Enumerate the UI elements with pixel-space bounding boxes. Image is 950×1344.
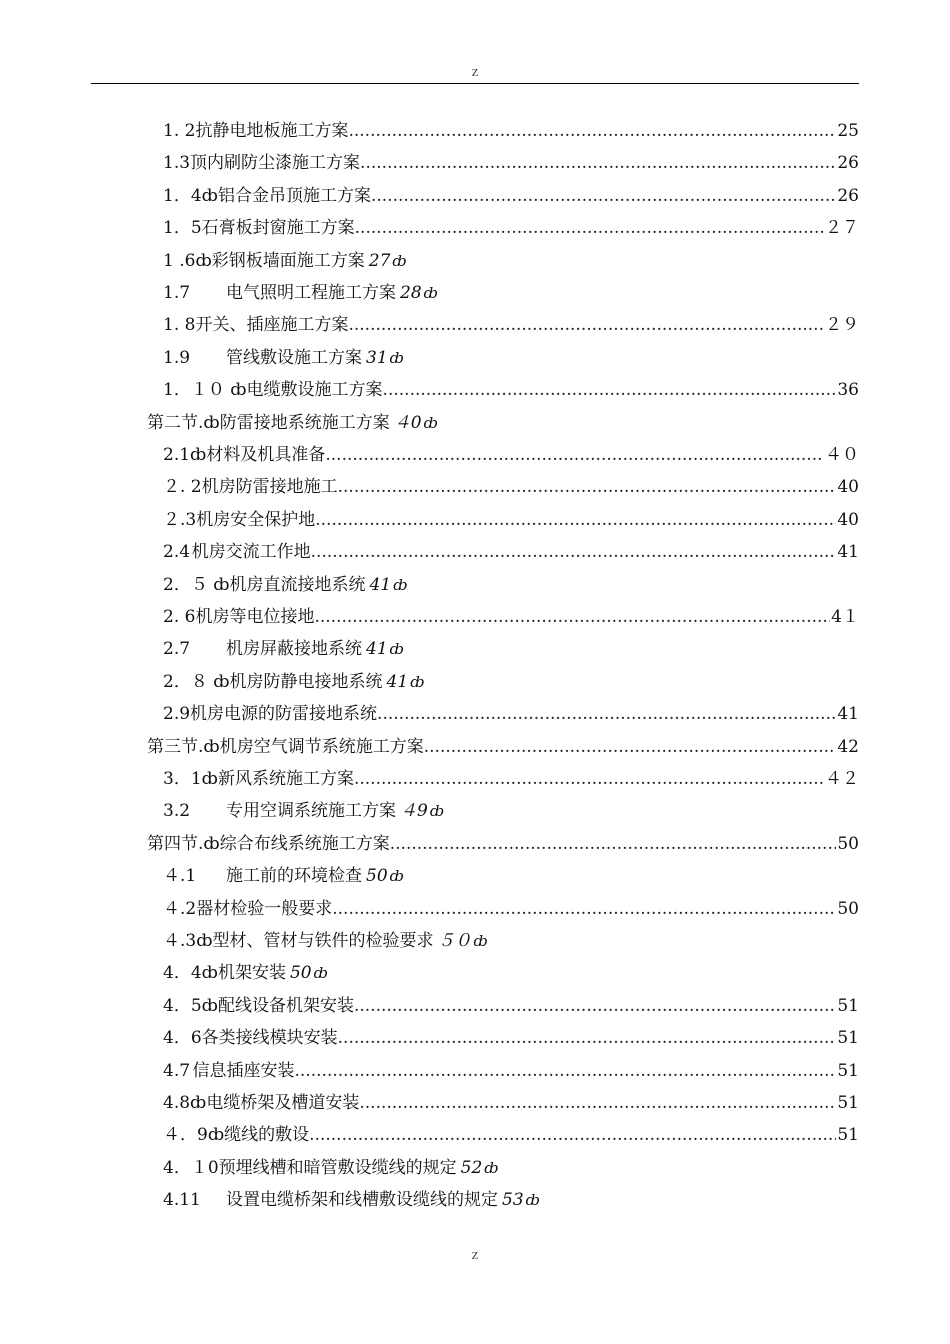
toc-entry-title: 预埋线槽和暗管敷设缆线的规定 bbox=[218, 1157, 457, 1178]
toc-entry-number: 1 .6ȸ bbox=[163, 250, 212, 271]
toc-entry[interactable] bbox=[163, 472, 859, 502]
toc-dot-leader bbox=[354, 764, 824, 794]
toc-page-number: 41 bbox=[386, 671, 409, 692]
toc-entry-number: 2.9 bbox=[163, 704, 191, 725]
toc-entry[interactable] bbox=[163, 667, 859, 697]
toc-entry[interactable] bbox=[163, 537, 859, 567]
paragraph-mark-icon: ȸ bbox=[484, 1158, 499, 1177]
toc-entry-title: 机架安装 bbox=[217, 963, 286, 984]
toc-entry-title: 开关、插座施工方案 bbox=[195, 315, 349, 336]
toc-page-number: ２９ bbox=[825, 315, 859, 336]
toc-entry-number: 1．１０ ȸ bbox=[163, 380, 247, 401]
toc-dot-leader bbox=[424, 732, 837, 762]
toc-page-number: 36 bbox=[837, 380, 859, 401]
toc-entry-number: 1.7 bbox=[163, 283, 191, 303]
toc-entry-number: 2.7 bbox=[163, 639, 191, 660]
toc-entry-number: 2．５ ȸ bbox=[163, 574, 230, 595]
toc-entry-number: 4．１0 bbox=[163, 1157, 219, 1178]
toc-entry-title: 各类接线模块安装 bbox=[201, 1028, 338, 1049]
toc-dot-leader bbox=[309, 1120, 836, 1150]
toc-entry-title: 机房安全保护地 bbox=[196, 509, 316, 530]
toc-dot-leader bbox=[314, 602, 830, 632]
toc-dot-leader bbox=[338, 472, 837, 502]
toc-page-number: ４２ bbox=[825, 769, 859, 789]
toc-page-number: 51 bbox=[837, 1125, 859, 1146]
toc-entry[interactable] bbox=[163, 764, 859, 794]
toc-page-number: 51 bbox=[837, 1093, 859, 1113]
toc-dot-leader bbox=[377, 699, 836, 729]
toc-page-number: ２７ bbox=[825, 218, 859, 239]
toc-entry[interactable] bbox=[147, 829, 859, 859]
toc-entry-title: 缆线的敷设 bbox=[224, 1125, 310, 1146]
toc-entry-title: 设置电缆桥架和线槽敷设缆线的规定 bbox=[226, 1190, 498, 1211]
paragraph-mark-icon: ȸ bbox=[389, 867, 405, 886]
toc-entry[interactable] bbox=[163, 246, 859, 276]
toc-dot-leader bbox=[359, 1088, 836, 1118]
toc-page-number: ４9 bbox=[400, 801, 428, 822]
paragraph-mark-icon: ȸ bbox=[423, 413, 438, 432]
toc-page-number: 51 bbox=[837, 995, 859, 1016]
paragraph-mark-icon: ȸ bbox=[429, 802, 445, 821]
toc-entry[interactable] bbox=[163, 1153, 859, 1183]
toc-entry-title: 管线敷设施工方案 bbox=[226, 347, 362, 368]
paragraph-mark-icon: ȸ bbox=[423, 284, 439, 302]
toc-entry[interactable] bbox=[163, 505, 859, 535]
toc-page-number: 51 bbox=[837, 1060, 859, 1081]
page-footer-mark: Z bbox=[471, 1250, 479, 1262]
toc-entry-number: 第四节.ȸ bbox=[147, 833, 220, 854]
toc-page-number: 27 bbox=[368, 250, 391, 271]
toc-entry-title: 机房空气调节系统施工方案 bbox=[219, 736, 424, 757]
toc-page-number: 53 bbox=[502, 1190, 524, 1211]
toc-dot-leader bbox=[338, 1023, 837, 1053]
toc-dot-leader bbox=[311, 537, 837, 567]
toc-page-number: 50 bbox=[837, 898, 859, 919]
toc-entry[interactable] bbox=[163, 634, 859, 664]
toc-entry-number: ２. 2 bbox=[163, 477, 202, 498]
toc-dot-leader bbox=[371, 181, 836, 211]
toc-entry-number: 2. 6 bbox=[163, 607, 196, 627]
toc-page-number: 26 bbox=[837, 153, 859, 174]
paragraph-mark-icon: ȸ bbox=[525, 1191, 541, 1210]
toc-page-number: 40 bbox=[837, 477, 859, 498]
toc-page-number: 41 bbox=[837, 704, 859, 725]
toc-entry[interactable] bbox=[163, 894, 859, 924]
toc-entry[interactable] bbox=[163, 991, 859, 1021]
toc-entry[interactable] bbox=[163, 343, 859, 373]
toc-page-number: 50 bbox=[837, 833, 859, 854]
toc-entry[interactable] bbox=[163, 116, 859, 146]
toc-entry[interactable] bbox=[163, 1056, 859, 1086]
toc-entry-number: 4.8ȸ bbox=[163, 1093, 207, 1113]
toc-entry-title: 机房电源的防雷接地系统 bbox=[190, 704, 378, 725]
toc-entry-title: 机房防雷接地施工 bbox=[201, 477, 338, 498]
toc-entry[interactable] bbox=[163, 1185, 859, 1215]
toc-entry[interactable] bbox=[163, 602, 859, 632]
toc-entry-title: 电缆桥架及槽道安装 bbox=[206, 1093, 360, 1113]
toc-page-number: ５０ bbox=[437, 931, 472, 951]
toc-entry-number: 3．1ȸ bbox=[163, 769, 218, 789]
toc-dot-leader bbox=[348, 116, 836, 146]
paragraph-mark-icon: ȸ bbox=[410, 672, 425, 691]
toc-page-number: 41 bbox=[837, 542, 859, 563]
toc-entry-number: 2.1ȸ bbox=[163, 445, 207, 465]
header-rule bbox=[91, 83, 859, 84]
toc-entry-title: 彩钢板墙面施工方案 bbox=[211, 250, 365, 271]
toc-entry-title: 机房防静电接地系统 bbox=[229, 671, 383, 692]
toc-page-number: ４０ bbox=[825, 445, 859, 465]
toc-entry-title: 信息插座安装 bbox=[192, 1060, 295, 1081]
toc-page-number: 40 bbox=[837, 509, 859, 530]
toc-entry-number: 4．4ȸ bbox=[163, 963, 218, 984]
toc-entry-title: 机房等电位接地 bbox=[195, 607, 315, 627]
toc-entry-title: 型材、管材与铁件的检验要求 bbox=[212, 931, 434, 951]
toc-entry[interactable] bbox=[163, 699, 859, 729]
toc-dot-leader bbox=[383, 375, 837, 405]
toc-entry-number: 4．5ȸ bbox=[163, 995, 218, 1016]
toc-dot-leader bbox=[348, 310, 824, 340]
toc-entry-number: 2．８ ȸ bbox=[163, 671, 230, 692]
toc-entry-title: 专用空调系统施工方案 bbox=[226, 801, 396, 822]
toc-entry[interactable] bbox=[163, 148, 859, 178]
toc-entry[interactable] bbox=[147, 732, 859, 762]
toc-entry-title: 顶内刷防尘漆施工方案 bbox=[190, 153, 361, 174]
toc-entry-number: ４．9ȸ bbox=[163, 1125, 225, 1146]
toc-entry-number: ４.3ȸ bbox=[163, 931, 213, 951]
toc-entry-number: 1.3 bbox=[163, 153, 191, 174]
toc-page-number: 26 bbox=[837, 185, 859, 206]
toc-entry-number: 1.9 bbox=[163, 347, 191, 368]
toc-entry[interactable] bbox=[163, 278, 859, 308]
toc-page-number: 50 bbox=[289, 963, 312, 984]
toc-dot-leader bbox=[355, 213, 824, 243]
toc-entry[interactable] bbox=[163, 926, 859, 956]
toc-page-number: 51 bbox=[837, 1028, 859, 1049]
toc-dot-leader bbox=[390, 829, 837, 859]
page-header-mark: Z bbox=[471, 67, 479, 79]
toc-entry[interactable] bbox=[163, 181, 859, 211]
toc-dot-leader bbox=[354, 991, 836, 1021]
toc-page-number: 4１ bbox=[831, 607, 859, 627]
toc-dot-leader bbox=[315, 505, 836, 535]
toc-entry[interactable] bbox=[147, 408, 859, 438]
toc-entry-number: 1. 8 bbox=[163, 315, 196, 336]
paragraph-mark-icon: ȸ bbox=[389, 640, 405, 659]
paragraph-mark-icon: ȸ bbox=[392, 251, 407, 270]
toc-page-number: 25 bbox=[837, 121, 859, 141]
toc-page-number: 42 bbox=[837, 736, 859, 757]
toc-entry[interactable] bbox=[163, 310, 859, 340]
toc-entry[interactable] bbox=[163, 861, 859, 891]
toc-dot-leader bbox=[325, 440, 824, 470]
toc-entry-number: 1．5 bbox=[163, 218, 202, 239]
toc-entry-title: 机房直流接地系统 bbox=[229, 574, 366, 595]
toc-entry-number: 4.7 bbox=[163, 1060, 191, 1081]
toc-entry-number: 1. 2 bbox=[163, 121, 196, 141]
toc-page-number: 50 bbox=[366, 866, 388, 887]
paragraph-mark-icon: ȸ bbox=[393, 575, 408, 594]
toc-entry[interactable] bbox=[163, 440, 859, 470]
toc-entry[interactable] bbox=[163, 1023, 859, 1053]
toc-entry-title: 防雷接地系统施工方案 bbox=[219, 412, 390, 433]
paragraph-mark-icon: ȸ bbox=[313, 964, 328, 983]
toc-entry[interactable] bbox=[163, 1088, 859, 1118]
toc-entry-title: 新风系统施工方案 bbox=[217, 769, 354, 789]
toc-entry-number: ２.3 bbox=[163, 509, 197, 530]
paragraph-mark-icon: ȸ bbox=[389, 348, 405, 367]
paragraph-mark-icon: ȸ bbox=[473, 932, 488, 950]
toc-page-number: 41 bbox=[369, 574, 392, 595]
toc-page-number: ４0 bbox=[393, 412, 422, 433]
toc-entry-title: 铝合金吊顶施工方案 bbox=[217, 185, 371, 206]
toc-page-number: 31 bbox=[366, 347, 388, 368]
toc-entry-title: 综合布线系统施工方案 bbox=[219, 833, 390, 854]
toc-entry-number: ４.1 bbox=[163, 866, 197, 887]
toc-entry-number: 4．6 bbox=[163, 1028, 202, 1049]
toc-page-number: 41 bbox=[366, 639, 388, 660]
toc-entry-title: 机房屏蔽接地系统 bbox=[226, 639, 362, 660]
toc-entry[interactable] bbox=[163, 796, 859, 826]
toc-entry-title: 机房交流工作地 bbox=[191, 542, 311, 563]
toc-dot-leader bbox=[360, 148, 836, 178]
toc-dot-leader bbox=[332, 894, 836, 924]
toc-entry-title: 电缆敷设施工方案 bbox=[246, 380, 383, 401]
toc-entry[interactable] bbox=[163, 958, 859, 988]
toc-dot-leader bbox=[295, 1056, 837, 1086]
toc-entry[interactable] bbox=[163, 570, 859, 600]
toc-entry-number: ４.2 bbox=[163, 898, 197, 919]
toc-entry-number: 4.11 bbox=[163, 1190, 201, 1211]
toc-entry-number: 第三节.ȸ bbox=[147, 736, 220, 757]
toc-entry-title: 石膏板封窗施工方案 bbox=[201, 218, 355, 239]
toc-entry-number: 3.2 bbox=[163, 801, 191, 822]
toc-entry-title: 配线设备机架安装 bbox=[217, 995, 354, 1016]
toc-entry-title: 电气照明工程施工方案 bbox=[226, 283, 396, 303]
toc-entry-title: 材料及机具准备 bbox=[206, 445, 326, 465]
toc-entry-title: 施工前的环境检查 bbox=[226, 866, 362, 887]
toc-page-number: 52 bbox=[460, 1157, 483, 1178]
toc-entry-title: 器材检验一般要求 bbox=[196, 898, 333, 919]
toc-page-number: 28 bbox=[400, 283, 422, 303]
toc-entry-number: 1．4ȸ bbox=[163, 185, 218, 206]
toc-entry[interactable] bbox=[163, 375, 859, 405]
toc-entry-number: 2.4 bbox=[163, 542, 191, 563]
toc-entry-number: 第二节.ȸ bbox=[147, 412, 220, 433]
toc-entry-title: 抗静电地板施工方案 bbox=[195, 121, 349, 141]
toc-entry[interactable] bbox=[163, 1120, 859, 1150]
toc-entry[interactable] bbox=[163, 213, 859, 243]
